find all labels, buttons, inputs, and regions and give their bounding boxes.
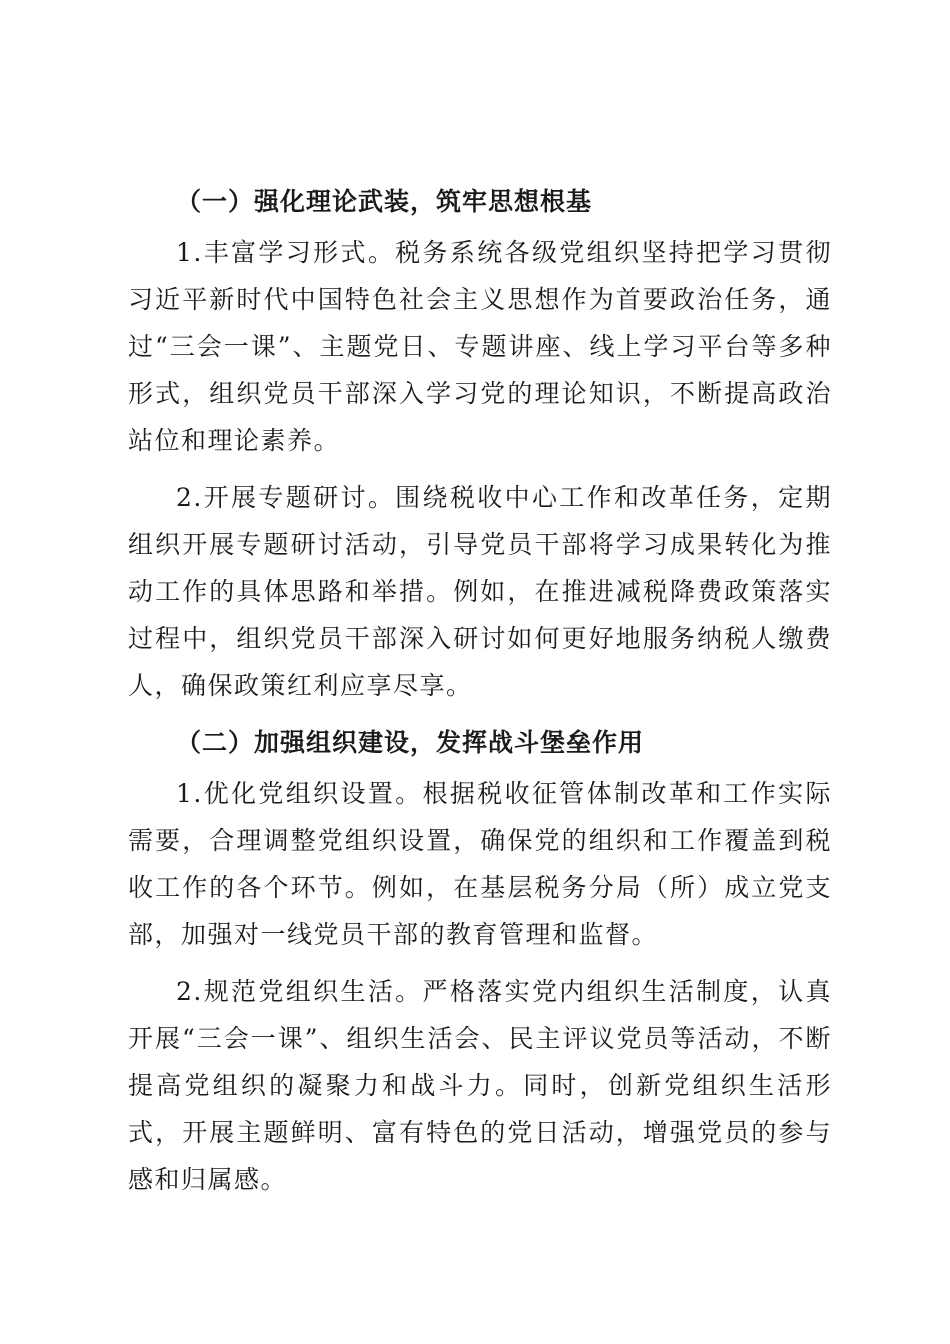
document-body — [128, 178, 832, 1203]
paragraph-2-1: 1.优化党组织设置。根据税收征管体制改革和工作实际需要，合理调整党组织设置，确保党的组织和工作覆盖到税收工作的各个环节。例如，在基层税务分局（所）成立党支部，加强对一线党员干部的教育管理和监督。 — [128, 779, 832, 949]
paragraph-1-1: 1.丰富学习形式。税务系统各级党组织坚持把学习贯彻习近平新时代中国特色社会主义思想作为首要政治任务，通过“三会一课”、主题党日、专题讲座、线上学习平台等多种形式，组织党员干部深入学习党的理论知识，不断提高政治站位和理论素养。 — [128, 238, 832, 455]
paragraph-2-2: 2.规范党组织生活。严格落实党内组织生活制度，认真开展“三会一课”、组织生活会、民主评议党员等活动，不断提高党组织的凝聚力和战斗力。同时，创新党组织生活形式，开展主题鲜明、富有特色的党日活动，增强党员的参与感和归属感。 — [128, 977, 832, 1194]
section-heading-2: （二）加强组织建设，发挥战斗堡垒作用 — [176, 728, 645, 757]
paragraph-1-2: 2.开展专题研讨。围绕税收中心工作和改革任务，定期组织开展专题研讨活动，引导党员干部将学习成果转化为推动工作的具体思路和举措。例如，在推进减税降费政策落实过程中，组织党员干部深入研讨如何更好地服务纳税人缴费人，确保政策红利应享尽享。 — [128, 483, 832, 700]
section-heading-1: （一）强化理论武装，筑牢思想根基 — [176, 187, 593, 216]
